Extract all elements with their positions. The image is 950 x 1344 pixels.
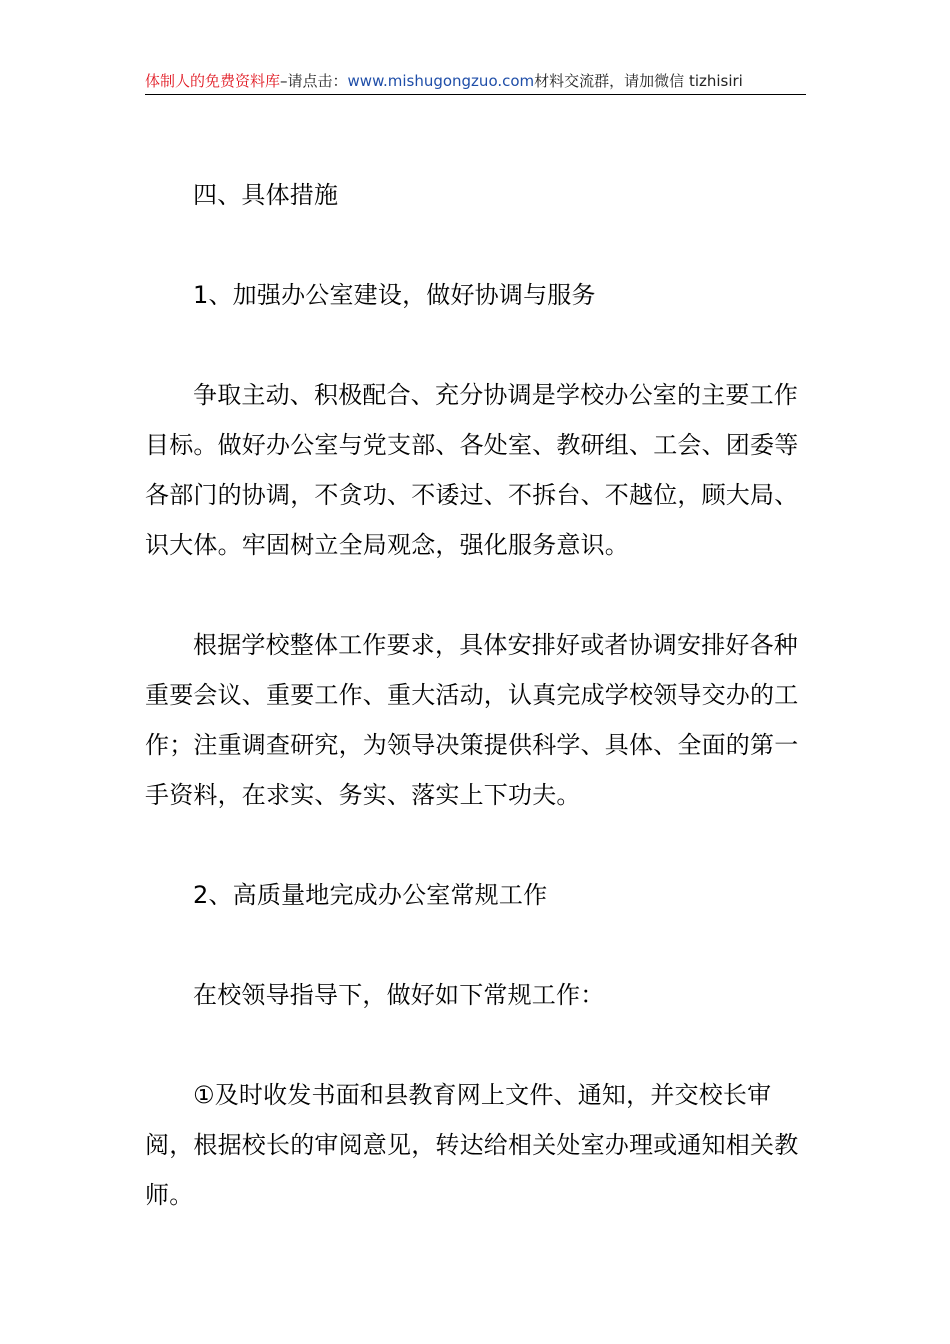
item1-paragraph-2: 根据学校整体工作要求，具体安排好或者协调安排好各种重要会议、重要工作、重大活动，认真完成学校领导交办的工作；注重调查研究，为领导决策提供科学、具体、全面的第一手资料，在求实、务实、落实上下功夫。 [145, 631, 799, 809]
item2-point-1: ①及时收发书面和县教育网上文件、通知，并交校长审阅，根据校长的审阅意见，转达给相关处室办理或通知相关教师。 [145, 1081, 799, 1209]
header-prompt: –请点击： [280, 72, 348, 90]
header-link[interactable]: www.mishugongzuo.com [347, 72, 535, 90]
page-header [145, 68, 806, 95]
header-suffix: 材料交流群，请加微信 tizhisiri [534, 72, 743, 90]
document-body [145, 170, 807, 1220]
item1-paragraph-1: 争取主动、积极配合、充分协调是学校办公室的主要工作目标。做好办公室与党支部、各处室、教研组、工会、团委等各部门的协调，不贪功、不诿过、不拆台、不越位，顾大局、识大体。牢固树立全局观念，强化服务意识。 [145, 381, 799, 559]
item1-title: 1、加强办公室建设，做好协调与服务 [193, 281, 596, 309]
item2-title: 2、高质量地完成办公室常规工作 [193, 881, 548, 909]
section-title: 四、具体措施 [193, 181, 339, 209]
header-brand: 体制人的免费资料库 [145, 72, 281, 90]
item2-intro: 在校领导指导下，做好如下常规工作： [193, 981, 605, 1009]
